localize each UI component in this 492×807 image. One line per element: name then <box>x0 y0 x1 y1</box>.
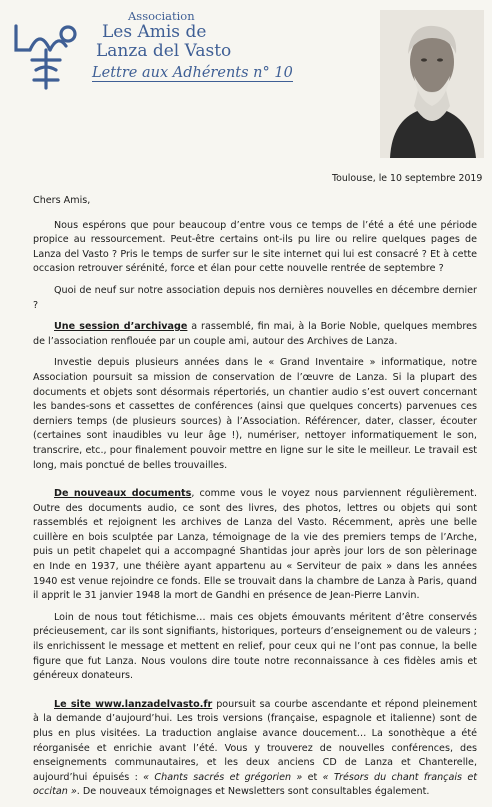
paragraph-inventaire: Investie depuis plusieurs années dans le « Grand Inventaire » informatique, notre Association poursuit sa mission de conservation de l’œuvre de Lanza. Si la plupart des documents et objets sont désormais répertoriés, un chantier audio s’est ouvert concernant les bandes-sons et cassettes de conférences (ainsi que quelques concerts) parvenues ces derniers temps (de plusieurs sources) à l’Association. Référencer, dater, classer, écouter (certaines sont inaudibles vu leur âge !), numériser, nettoyer informatiquement le son, transcrire, etc., pour finalement pouvoir mettre en ligne sur le site le meilleur. Le travail est long, mais ponctué de belles trouvailles. <box>33 357 477 471</box>
documents-text: , comme vous le voyez nous parviennent régulièrement. Outre des documents audio, ce sont des livres, des photos, lettres ou objets qui sont rassemblés et rejoignent les archives de Lanza del Vasto. Récemment, après une belle cuillère en bois sculptée par Lanza, témoignage de la vie des premiers temps de l’Arche, puis un petit chapelet qui a accompagné Shantidas jour après jour lors de son pèlerinage en Inde en 1937, une théière ayant appartenu au « Serviteur de paix » dans les années 1940 est venue rejoindre ce fonds. Elle se trouvait dans la chambre de Lanza à Paris, quand il apprit le 31 janvier 1948 la mort de Gandhi en présence de Jean-Pierre Lanvin. <box>33 488 477 602</box>
site-text-2: . De nouveaux témoignages et Newsletters sont consultables également. <box>76 786 430 798</box>
cd-title-1: « Chants sacrés et grégorien » <box>143 771 303 783</box>
cd-title-2: « Trésors du chant français et occitan » <box>33 771 477 798</box>
heading-archivage: Une session d’archivage <box>54 321 188 333</box>
association-name-line1: Les Amis de <box>102 21 207 42</box>
paragraph-archivage <box>33 320 477 349</box>
association-name-block <box>88 10 293 82</box>
association-logo <box>10 20 82 92</box>
heading-site: Le site www.lanzadelvasto.fr <box>54 698 213 710</box>
site-text-1: poursuit sa courbe ascendante et répond pleinement à la demande d’aujourd’hui. Les trois versions (française, espagnole et italienne) sont de plus en plus visitées. La traduction anglaise avance doucement… La sonothèque a été réorganisée et enrichie avant l’été. Vous y trouverez de nouvelles conférences, des enseignements communautaires, et les deux anciens CD de Lanza et Chanterelle, aujourd’hui épuisés : <box>33 698 477 783</box>
letter-body <box>33 190 477 807</box>
association-label: Association <box>128 9 195 23</box>
letter-header <box>0 0 492 165</box>
heading-documents: De nouveaux documents <box>54 488 192 500</box>
paragraph-intro: Nous espérons que pour beaucoup d’entre vous ce temps de l’été a été une période propice au ressourcement. Peut-être certains ont-ils pu lire ou relire quelques pages de Lanza del Vasto ? Pris le temps de surfer sur le site internet qui lui est consacré ? Et à cette occasion retrouver sérénité, force et élan pour cette nouvelle rentrée de septembre ? <box>33 219 477 275</box>
letter-date: Toulouse, le 10 septembre 2019 <box>332 173 483 184</box>
association-name-line2: Lanza del Vasto <box>96 40 232 61</box>
paragraph-question: Quoi de neuf sur notre association depuis nos dernières nouvelles en décembre dernier ? <box>33 284 477 311</box>
archivage-text: a rassemblé, fin mai, à la Borie Noble, quelques membres de l’association renflouée par un couple ami, autour des Archives de Lanza. <box>33 321 477 347</box>
paragraph-fetichisme: Loin de nous tout fétichisme… mais ces objets émouvants méritent d’être conservés précieusement, car ils sont signifiants, historiques, porteurs d’enseignement ou de valeurs ; ils enrichissent le message et mettent en relief, pour ceux qui ne l’ont pas connue, la belle figure que fut Lanza. Nous voulons dire toute notre reconnaissance à ces fidèles amis et généreux donateurs. <box>33 611 477 682</box>
site-and: et <box>302 771 323 783</box>
portrait-photo <box>380 10 484 158</box>
salutation: Chers Amis, <box>33 195 91 206</box>
paragraph-site <box>33 698 477 800</box>
letter-title: Lettre aux Adhérents n° 10 <box>92 64 293 81</box>
paragraph-documents <box>33 487 477 604</box>
